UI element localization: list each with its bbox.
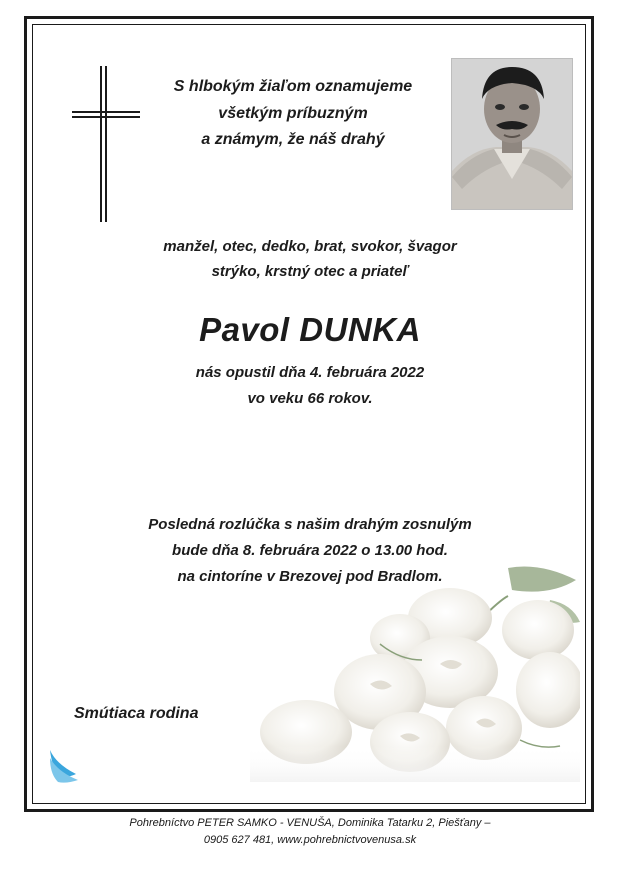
intro-line-2: všetkým príbuzným bbox=[218, 104, 368, 122]
signature-family: Smútiaca rodina bbox=[74, 705, 199, 722]
funeral-line-3: na cintoríne v Brezovej pod Bradlom. bbox=[177, 568, 443, 585]
cross-icon bbox=[70, 64, 142, 224]
white-roses-image bbox=[250, 560, 580, 782]
death-date-line: nás opustil dňa 4. februára 2022 bbox=[195, 364, 425, 381]
footer-funeral-home bbox=[60, 815, 560, 849]
intro-line-1: S hlbokým žiaľom oznamujeme bbox=[173, 78, 413, 95]
intro-text bbox=[140, 74, 446, 154]
relations-line-1: manžel, otec, dedko, brat, svokor, švagor bbox=[163, 238, 457, 255]
deceased-name: Pavol DUNKA bbox=[199, 311, 421, 348]
footer-line-1: Pohrebníctvo PETER SAMKO - VENUŠA, Dominika Tatarku 2, Piešťany – bbox=[129, 817, 491, 829]
venusa-logo-icon bbox=[46, 744, 82, 784]
relations-text bbox=[110, 234, 510, 284]
portrait-image bbox=[452, 59, 572, 209]
portrait-photo bbox=[451, 58, 573, 210]
age-line: vo veku 66 rokov. bbox=[247, 390, 373, 407]
funeral-line-1: Posledná rozlúčka s našim drahým zosnulým bbox=[148, 516, 472, 533]
footer-line-2: 0905 627 481, www.pohrebnictvovenusa.sk bbox=[203, 834, 417, 846]
funeral-line-2: bude dňa 8. februára 2022 o 13.00 hod. bbox=[172, 542, 448, 559]
relations-line-2: strýko, krstný otec a priateľ bbox=[211, 263, 409, 280]
intro-line-3: a známym, že náš drahý bbox=[201, 131, 385, 148]
death-info bbox=[110, 360, 510, 412]
